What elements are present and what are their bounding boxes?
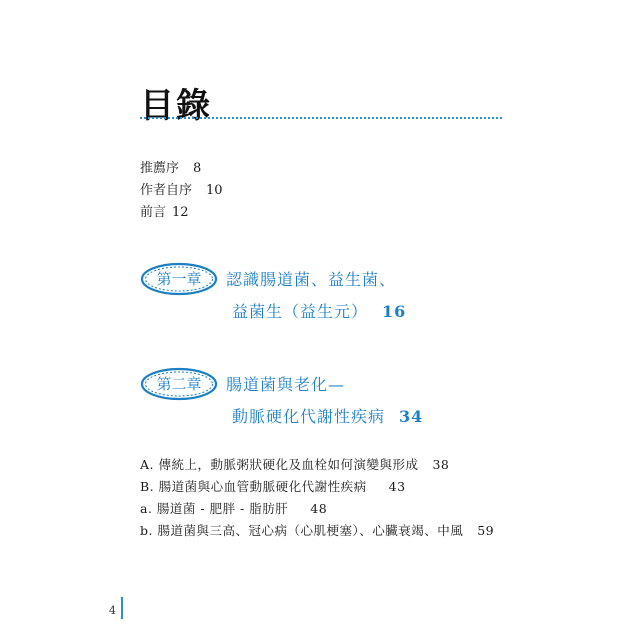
toc-entry-label: a. 腸道菌 - 肥胖 - 脂肪肝 [140,501,289,516]
chapter-badge [140,262,218,296]
toc-entry-page: 10 [206,183,223,198]
chapter-title-line-1: 認識腸道菌、益生菌、 [226,270,397,289]
toc-entry-label: A. 傳統上，動脈粥狀硬化及血栓如何演變與形成 [140,457,419,472]
toc-entry[interactable] [140,498,494,520]
toc-entry-label: 推薦序 [140,161,180,176]
toc-entry-page: 12 [172,205,189,220]
toc-entry-page: 38 [432,457,450,472]
toc-entry[interactable] [140,158,223,180]
chapter-page: 34 [399,407,424,426]
chapter-badge-label: 第二章 [156,375,202,393]
toc-entry[interactable] [140,202,223,224]
toc-entry-label: B. 腸道菌與心血管動脈硬化代謝性疾病 [140,479,367,494]
toc-entry[interactable] [140,454,494,476]
toc-entry-label: b. 腸道菌與三高、冠心病（心肌梗塞）、心臟衰竭、中風 [140,523,464,538]
chapter-badge-label: 第一章 [156,270,202,288]
chapter-title-text: 動脈硬化代謝性疾病 [232,407,386,426]
toc-entry-label: 作者自序 [140,183,193,198]
toc-entry-page: 48 [310,501,328,516]
front-matter-list [140,158,223,224]
chapter-title-line-2 [232,404,423,427]
chapter-title-line-1: 腸道菌與老化— [226,375,346,394]
chapter-badge [140,367,218,401]
toc-entry-label: 前言 [140,205,167,220]
chapter-page: 16 [382,302,407,321]
page-title: 目錄 [140,86,212,126]
chapter-title-text: 益菌生（益生元） [232,302,369,321]
toc-entry[interactable] [140,520,494,542]
chapter-title-line-2 [232,299,406,322]
title-dotted-rule [140,117,502,119]
folio-bar [121,597,123,619]
toc-entry[interactable] [140,180,223,202]
toc-entry-page: 59 [477,523,495,538]
toc-entry-page: 43 [388,479,406,494]
section-list [140,454,494,542]
toc-entry[interactable] [140,476,494,498]
page-number: 4 [109,604,116,617]
toc-entry-page: 8 [193,161,202,176]
